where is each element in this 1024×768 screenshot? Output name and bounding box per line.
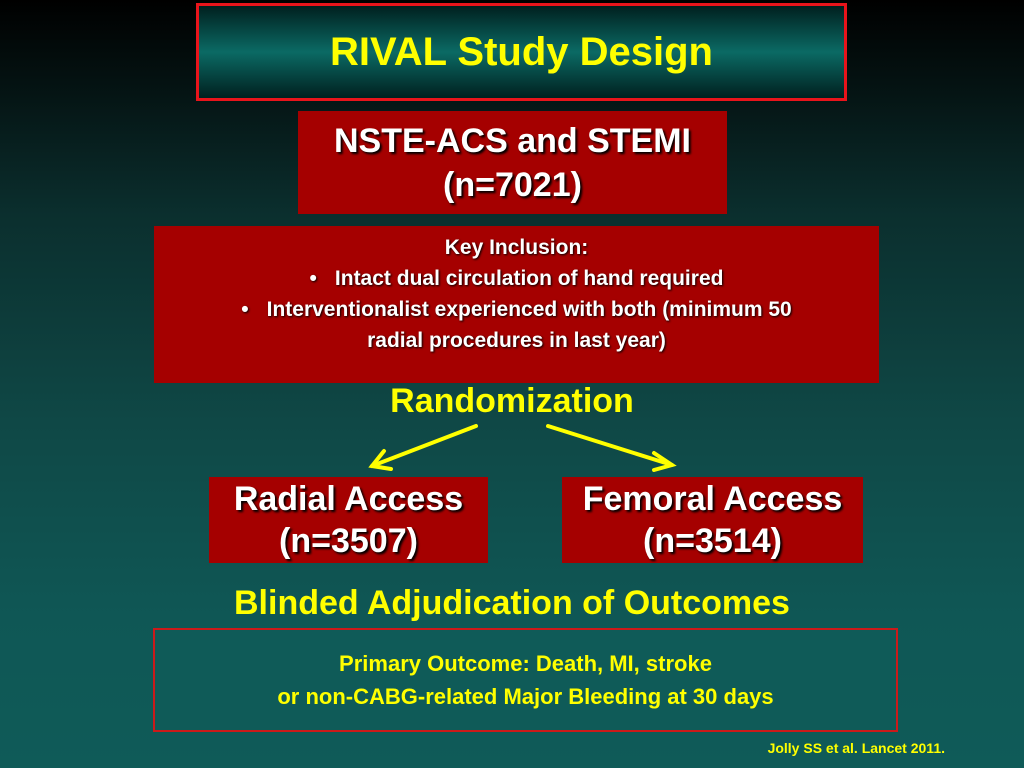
arrow-to-femoral [548,426,672,465]
inclusion-heading: Key Inclusion: [444,236,589,259]
primary-outcome-box [153,628,898,732]
bullet-icon: • [241,298,249,321]
population-count: (n=7021) [443,165,582,204]
femoral-arm-label: Femoral Access [582,480,843,518]
citation: Jolly SS et al. Lancet 2011. [767,740,945,756]
arrow-to-radial [372,426,476,466]
bullet-icon: • [309,267,317,290]
inclusion-item-2-continuation: radial procedures in last year) [367,329,666,352]
radial-arm-count: (n=3507) [279,522,418,560]
femoral-arm-box [562,477,863,563]
femoral-arm-count: (n=3514) [643,522,782,560]
primary-outcome-line-2: or non-CABG-related Major Bleeding at 30 days [277,684,774,709]
radial-arm-box [209,477,488,563]
population-label: NSTE-ACS and STEMI [333,121,692,160]
radial-arm-label: Radial Access [233,480,464,518]
inclusion-item-1-text: Intact dual circulation of hand required [334,267,724,290]
adjudication-label: Blinded Adjudication of Outcomes [234,584,790,622]
randomization-label: Randomization [390,382,634,420]
primary-outcome-line-1: Primary Outcome: Death, MI, stroke [339,651,712,676]
inclusion-item-2-text: Interventionalist experienced with both (minimum 50 [266,298,792,321]
slide-title: RIVAL Study Design [329,29,713,74]
